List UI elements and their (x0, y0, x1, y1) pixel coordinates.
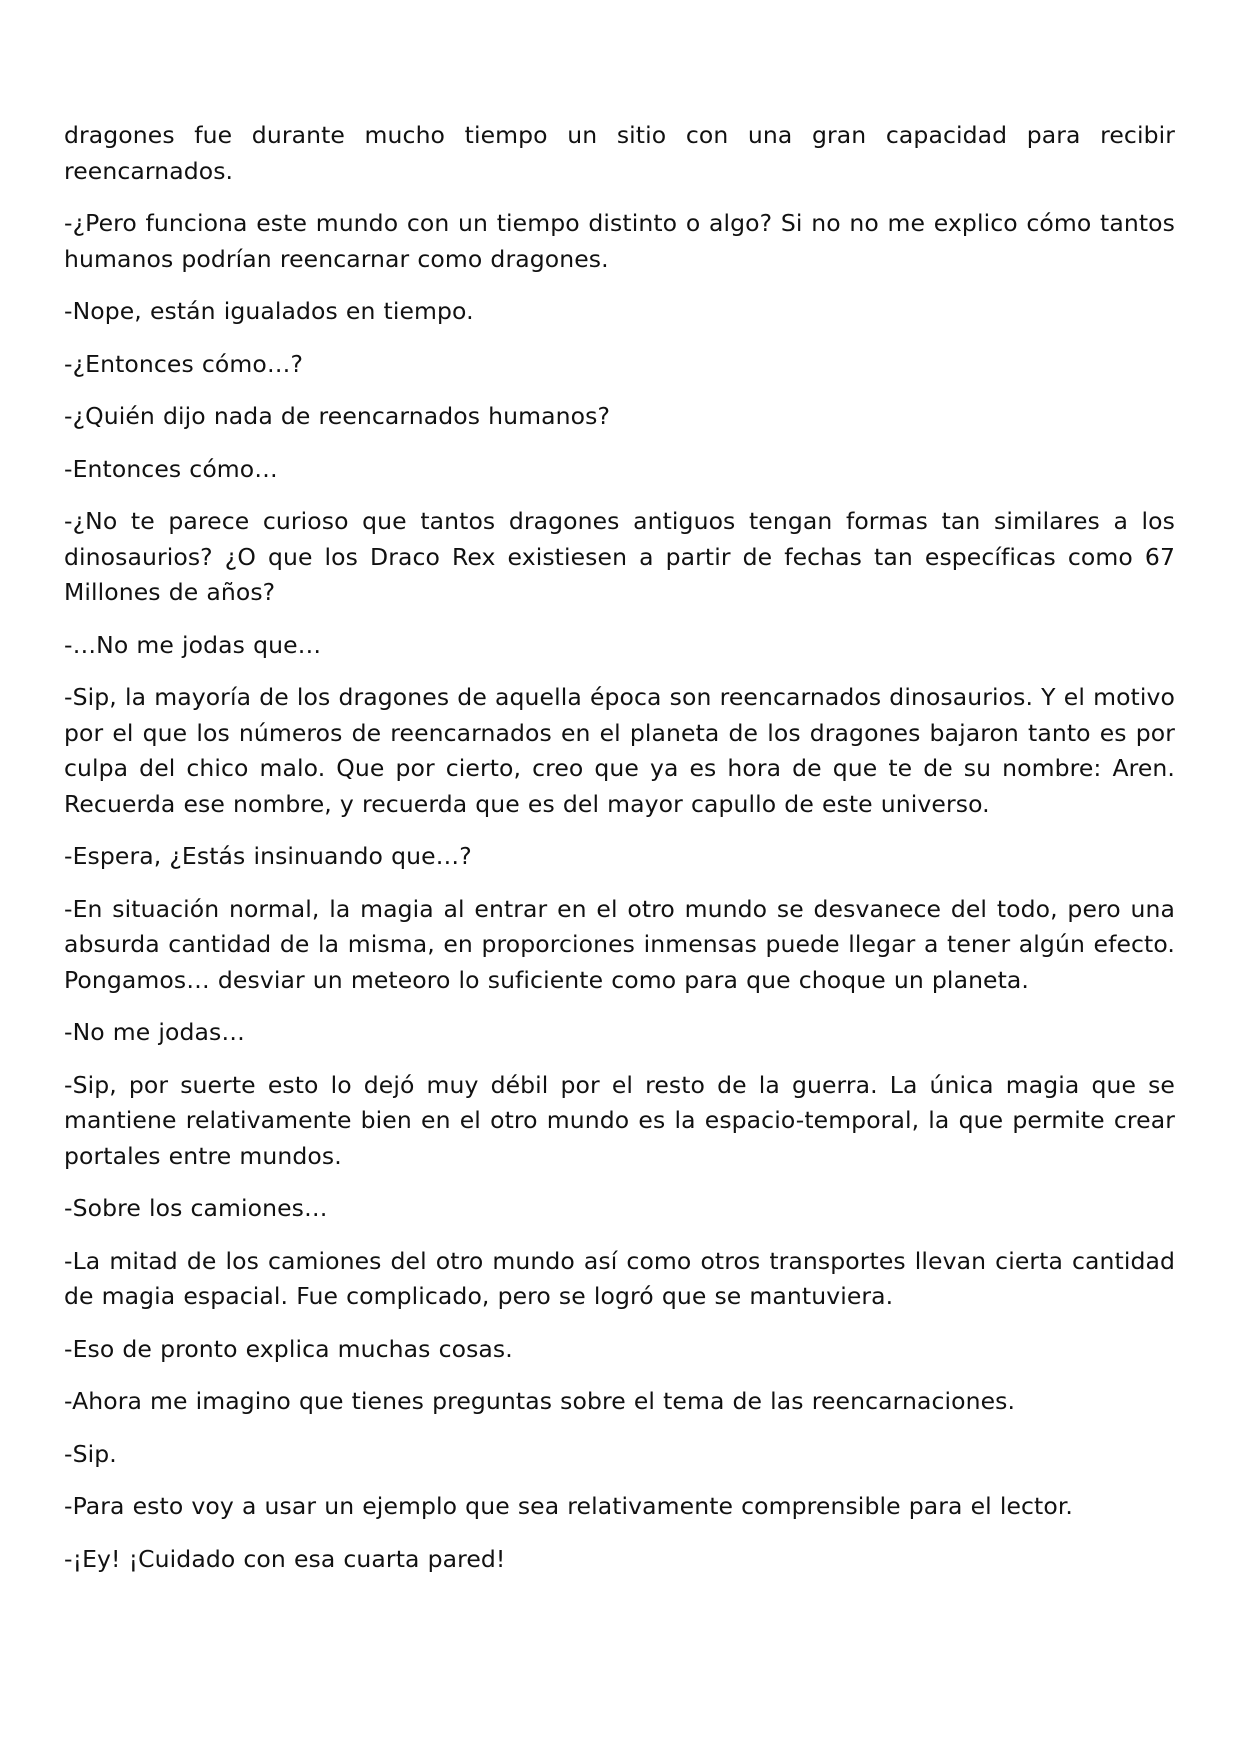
paragraph: -Espera, ¿Estás insinuando que…? (64, 842, 472, 870)
paragraph: -Entonces cómo… (64, 454, 278, 483)
body-text (64, 118, 1175, 1577)
paragraph: -…No me jodas que… (64, 630, 322, 659)
paragraph: -Eso de pronto explica muchas cosas. (64, 1334, 513, 1363)
paragraph: -Sip. (64, 1439, 117, 1468)
paragraph: -No me jodas… (64, 1018, 245, 1046)
paragraph: -¿Quién dijo nada de reencarnados humanos? (64, 402, 611, 430)
paragraph: -Sip, por suerte esto lo dejó muy débil por el resto de la guerra. La única magia que se mantiene relativamente bien en el otro mundo es la espacio-temporal, la que permite crear portales entre mundos. (64, 1070, 1175, 1170)
paragraph: -¿Entonces cómo…? (64, 349, 304, 378)
paragraph: -¿Pero funciona este mundo con un tiempo distinto o algo? Si no no me explico cómo tantos humanos podrían reencarnar como dragones. (64, 209, 1175, 273)
paragraph: -Sobre los camiones… (64, 1194, 328, 1222)
paragraph: -La mitad de los camiones del otro mundo así como otros transportes llevan cierta cantidad de magia espacial. Fue complicado, pero se logró que se mantuviera. (64, 1246, 1175, 1310)
paragraph: -Nope, están igualados en tiempo. (64, 297, 474, 325)
paragraph: -Para esto voy a usar un ejemplo que sea relativamente comprensible para el lector. (64, 1492, 1073, 1520)
paragraph: -¡Ey! ¡Cuidado con esa cuarta pared! (64, 1544, 506, 1573)
paragraph: -Ahora me imagino que tienes preguntas sobre el tema de las reencarnaciones. (64, 1387, 1016, 1415)
paragraph: -Sip, la mayoría de los dragones de aquella época son reencarnados dinosaurios. Y el motivo por el que los números de reencarnados en el planeta de los dragones bajaron tanto es por culpa del chico malo. Que por cierto, creo que ya es hora de que te de su nombre: Aren. Recuerda ese nombre, y recuerda que es del mayor capullo de este universo. (64, 683, 1175, 818)
paragraph: -¿No te parece curioso que tantos dragones antiguos tengan formas tan similares a los dinosaurios? ¿O que los Draco Rex existiesen a partir de fechas tan específicas como 67 Millones de años? (64, 507, 1175, 606)
paragraph: dragones fue durante mucho tiempo un sitio con una gran capacidad para recibir reencarnados. (64, 121, 1175, 185)
paragraph: -En situación normal, la magia al entrar en el otro mundo se desvanece del todo, pero una absurda cantidad de la misma, en proporciones inmensas puede llegar a tener algún efecto. Pongamos… desviar un meteoro lo suficiente como para que choque un planeta. (64, 894, 1175, 994)
